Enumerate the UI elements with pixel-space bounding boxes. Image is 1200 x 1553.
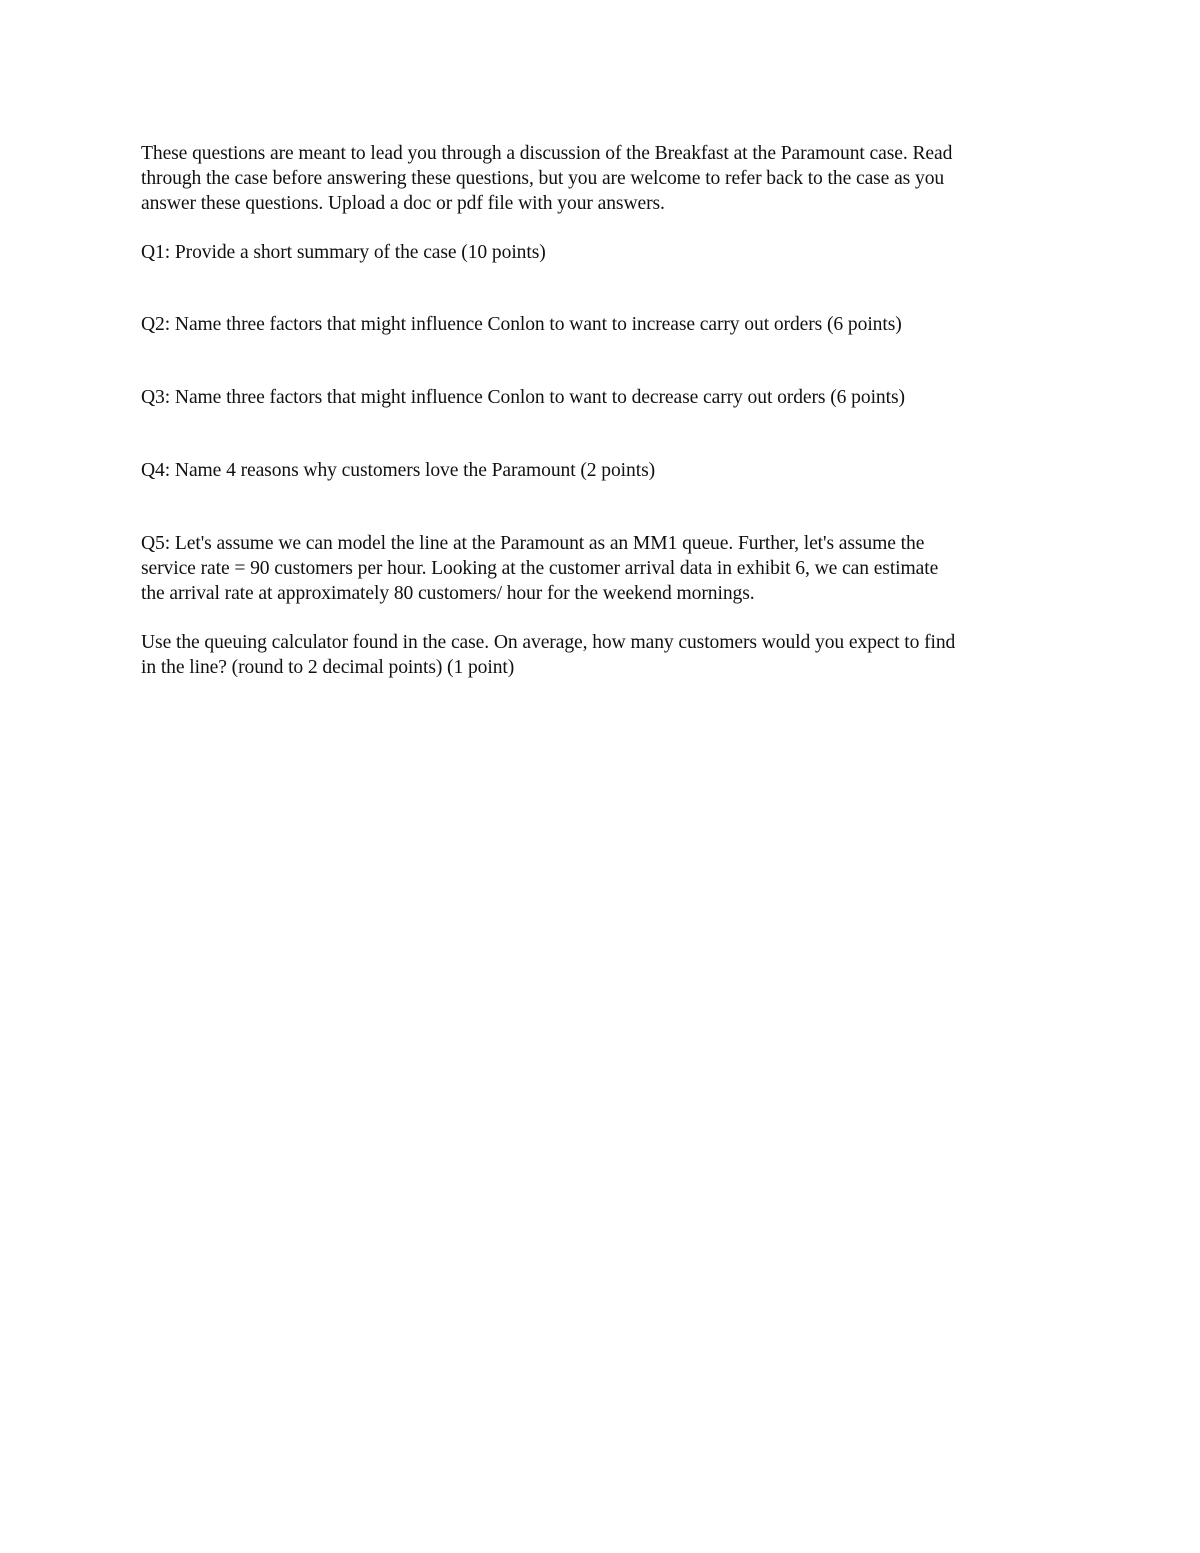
question-5: Q5: Let's assume we can model the line at the Paramount as an MM1 queue. Further, let's assume the service rate = 90 customers per hour. Looking at the customer arrival data in exhibit 6, we can estimate the arrival rate at approximately 80 customers/ hour for the weekend mornings. (141, 533, 939, 604)
document-body (141, 141, 1061, 680)
question-4: Q4: Name 4 reasons why customers love the Paramount (2 points) (141, 460, 656, 481)
intro-paragraph: These questions are meant to lead you through a discussion of the Breakfast at the Paramount case. Read through the case before answering these questions, but you are welcome to refer back to the case as you answer these questions. Upload a doc or pdf file with your answers. (141, 143, 953, 214)
question-3: Q3: Name three factors that might influence Conlon to want to decrease carry out orders (6 points) (141, 387, 905, 408)
question-5-followup: Use the queuing calculator found in the case. On average, how many customers would you expect to find in the line? (round to 2 decimal points) (1 point) (141, 632, 956, 678)
question-2: Q2: Name three factors that might influence Conlon to want to increase carry out orders (6 points) (141, 314, 902, 335)
question-1: Q1: Provide a short summary of the case (10 points) (141, 242, 546, 263)
